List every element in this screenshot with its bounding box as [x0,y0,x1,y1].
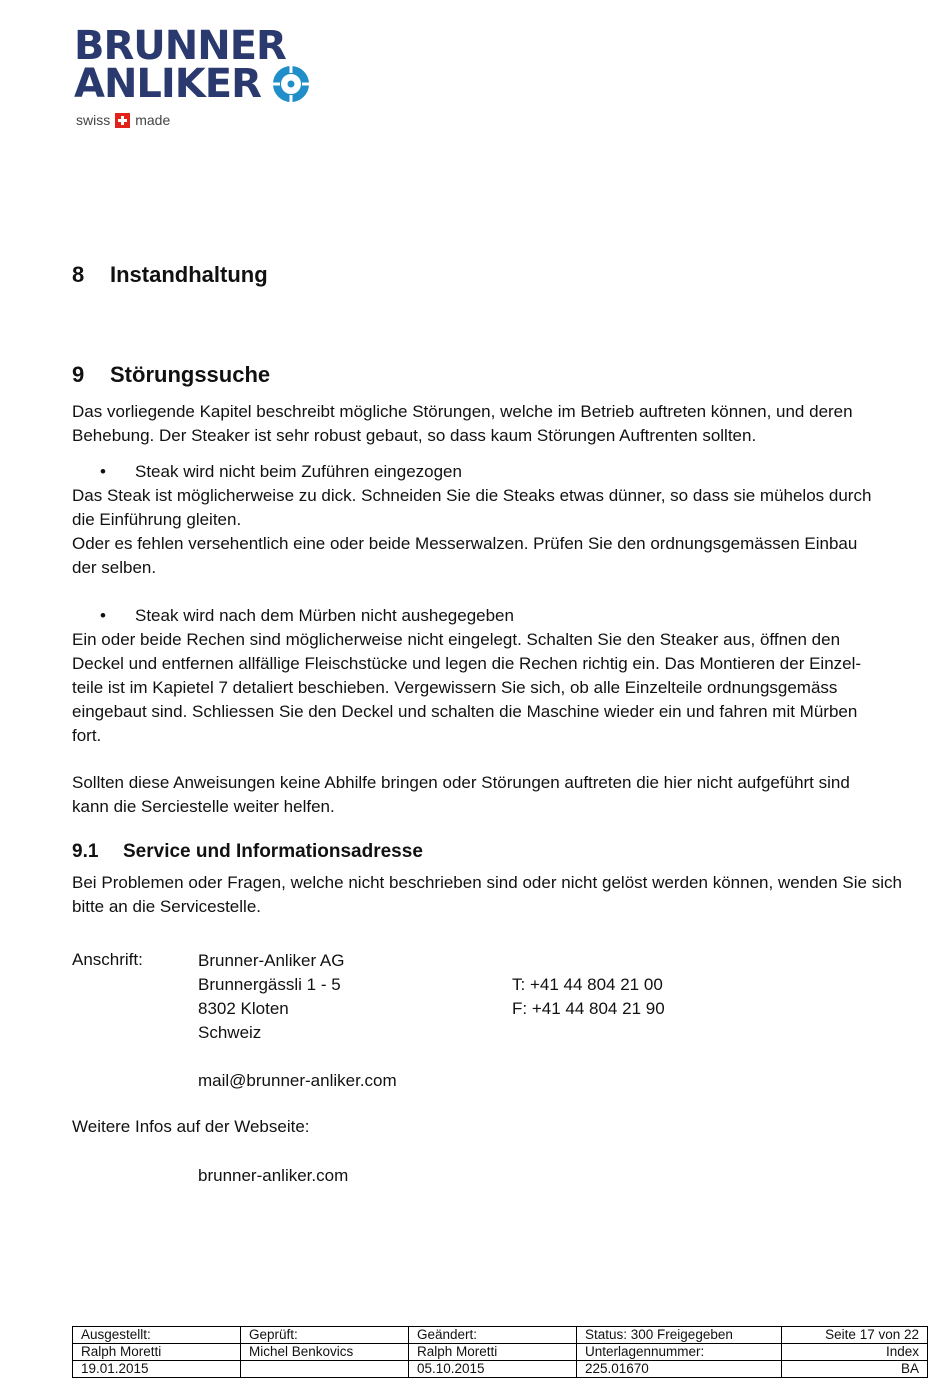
footer-cell: Ausgestellt: [73,1327,241,1344]
footer-cell: Michel Benkovics [241,1344,409,1361]
logo-ring-icon [271,64,311,104]
address-street: Brunnergässli 1 - 5 [198,975,341,994]
footer-cell: Ralph Moretti [409,1344,577,1361]
text-line: eingebaut sind. Schliessen Sie den Deckel und schalten die Maschine wieder ein und fahren mit Mürben [72,702,858,721]
address-country: Schweiz [198,1023,262,1042]
section-title: Störungssuche [110,362,271,387]
text-line: Oder es fehlen versehentlich eine oder beide Messerwalzen. Prüfen Sie den ordnungsgemässen Einbau [72,534,858,553]
address-phone: T: +41 44 804 21 00 [512,975,663,994]
footer-cell: Status: 300 Freigegeben [577,1327,782,1344]
section-9-closing [72,771,902,819]
footer-cell: Geprüft: [241,1327,409,1344]
section-9-intro [72,400,902,448]
logo-line2: ANLIKER [74,61,261,107]
company-logo [74,23,314,136]
section-number: 8 [72,262,85,287]
address-fax: F: +41 44 804 21 90 [512,999,665,1018]
section-8-heading [72,262,268,288]
bullet-icon: • [100,462,106,481]
bullet-item [100,460,462,484]
document-footer-table [72,1326,928,1378]
bullet-item [100,604,514,628]
table-row [73,1361,928,1378]
bullet-text: Steak wird nicht beim Zuführen eingezogen [135,462,462,481]
text-line: die Einführung gleiten. [72,510,242,529]
section-title: Instandhaltung [110,262,268,287]
footer-cell: Unterlagennummer: [577,1344,782,1361]
text-line: teile ist im Kapietel 7 detaliert beschieben. Vergewissern Sie sich, ob alle Einzelteile ordnungsgemäss [72,678,838,697]
text-line: kann die Serciestelle weiter helfen. [72,797,335,816]
address-city: 8302 Kloten [198,999,289,1018]
text-line: Das vorliegende Kapitel beschreibt mögliche Störungen, welche im Betrieb auftreten können, und deren [72,402,853,421]
tagline-swiss: swiss [76,112,111,128]
bullet-text: Steak wird nach dem Mürben nicht aushegegeben [135,606,514,625]
tagline-made: made [135,112,171,128]
text-line: Behebung. Der Steaker ist sehr robust gebaut, so dass kaum Störungen Auftrenten sollten. [72,426,757,445]
footer-cell: 19.01.2015 [73,1361,241,1378]
table-row [73,1344,928,1361]
address-label: Anschrift: [72,950,143,969]
table-row [73,1327,928,1344]
section-title: Service und Informationsadresse [123,841,423,862]
footer-cell [241,1361,409,1378]
section-9-1-heading [72,841,423,863]
footer-cell: BA [782,1361,928,1378]
footer-cell: Ralph Moretti [73,1344,241,1361]
text-line: fort. [72,726,102,745]
website-label: Weitere Infos auf der Webseite: [72,1117,310,1136]
text-line: Sollten diese Anweisungen keine Abhilfe bringen oder Störungen auftreten die hier nicht aufgeführt sind [72,773,850,792]
website-link[interactable]: brunner-anliker.com [198,1166,349,1185]
section-9-1-text: Bei Problemen oder Fragen, welche nicht beschrieben sind oder nicht gelöst werden können, wenden Sie sich bitte an die Servicestelle. [72,873,902,916]
text-line: der selben. [72,558,157,577]
address-company: Brunner-Anliker AG [198,951,345,970]
text-line: Ein oder beide Rechen sind möglicherweise nicht eingelegt. Schalten Sie den Steaker aus, öffnen den [72,630,841,649]
footer-cell: Index [782,1344,928,1361]
logo-line1: BRUNNER [74,23,286,69]
footer-cell: 05.10.2015 [409,1361,577,1378]
bullet2-description [72,628,902,748]
logo-tagline [76,112,170,128]
address-email-link[interactable]: mail@brunner-anliker.com [198,1071,397,1090]
text-line: Deckel und entfernen allfällige Fleischstücke und legen die Rechen richtig ein. Das Montieren der Einzel- [72,654,862,673]
bullet-icon: • [100,606,106,625]
swiss-cross-icon [115,113,130,128]
section-number: 9.1 [72,841,99,862]
footer-cell: Geändert: [409,1327,577,1344]
section-9-heading [72,362,270,388]
bullet1-description [72,484,902,580]
footer-cell: Seite 17 von 22 [782,1327,928,1344]
section-number: 9 [72,362,85,387]
footer-cell: 225.01670 [577,1361,782,1378]
text-line: Das Steak ist möglicherweise zu dick. Schneiden Sie die Steaks etwas dünner, so dass sie mühelos durch [72,486,872,505]
